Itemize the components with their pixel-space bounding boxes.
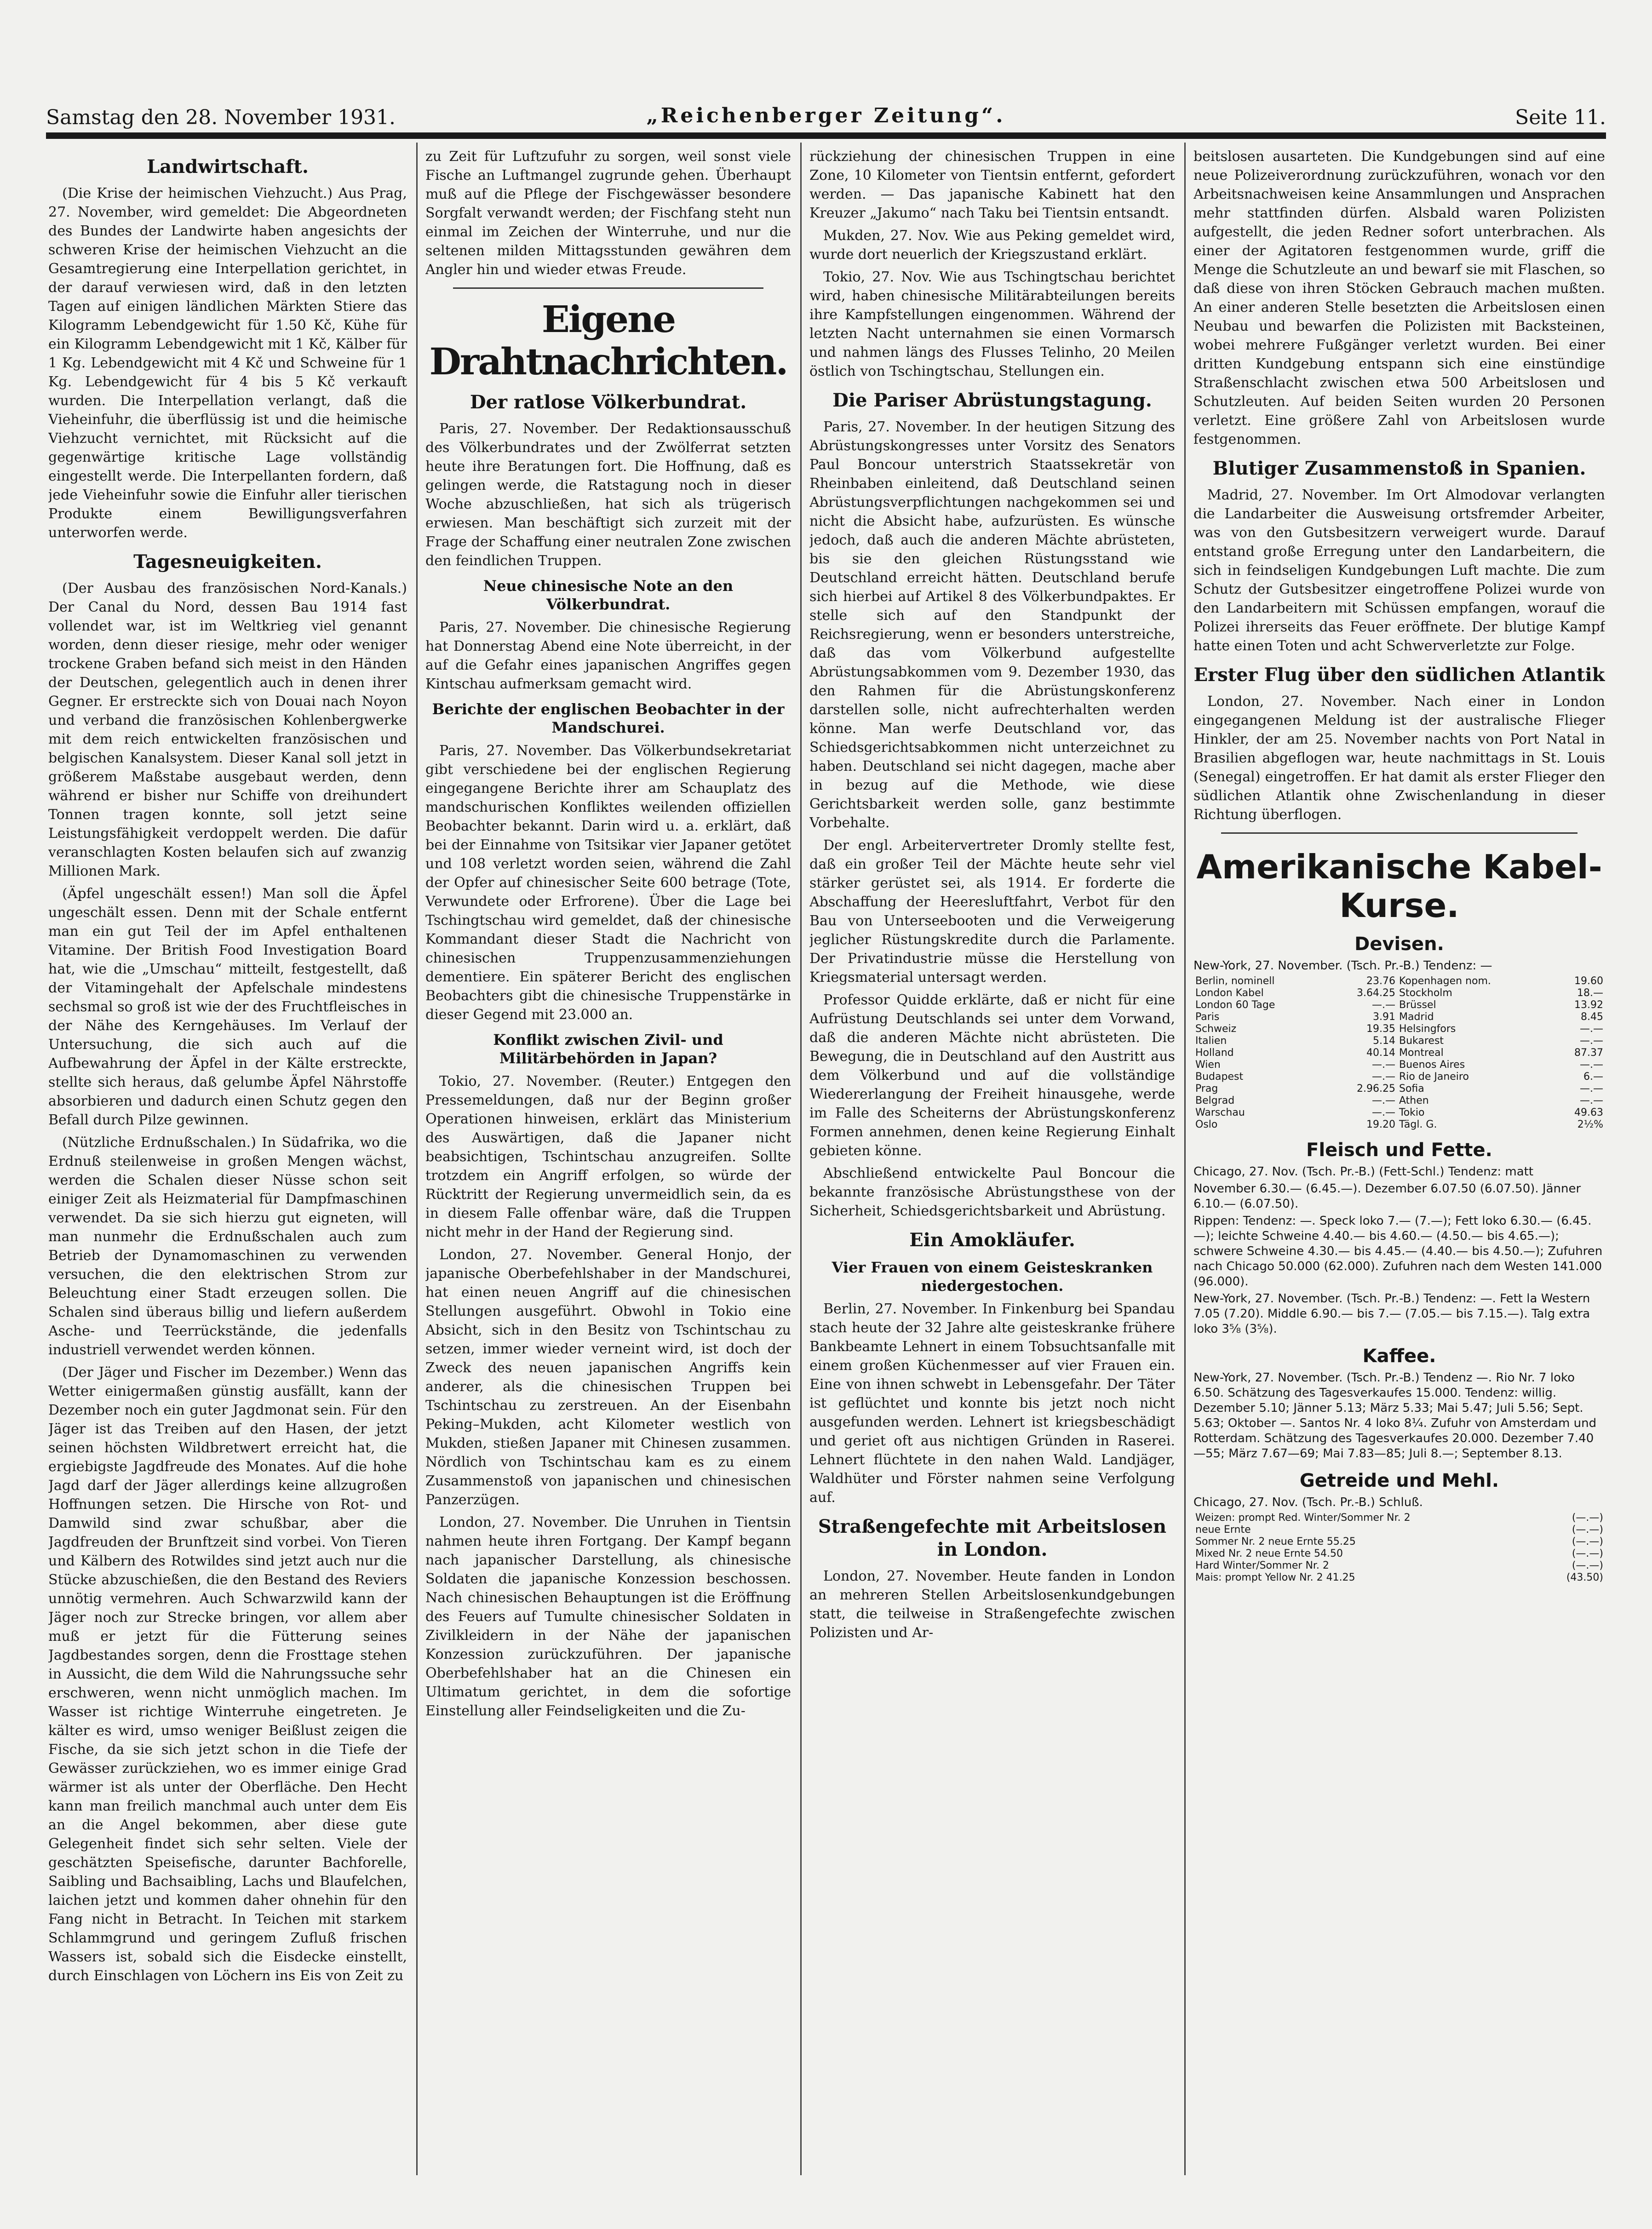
market-line: November 6.30.— (6.45.—). Dezember 6.07.50 (6.07.50). Jänner 6.10.— (6.07.50). [1193, 1182, 1581, 1211]
quote-cell: 6.— [1583, 1071, 1603, 1083]
newspaper-name: „Reichenberger Zeitung“. [646, 104, 1006, 127]
quote-cell: Tägl. G. [1399, 1119, 1437, 1130]
quote-cell: (—.—) [1572, 1536, 1603, 1547]
market-line: New-York, 27. November. (Tsch. Pr.-B.) Tendenz —. Rio Nr. 7 loko 6.50. Schätzung des Tagesverkaufes 15.000. Tendenz: willig. Dezember 5.10; Jänner 5.13; März 5.33; Mai 5.47; Juli 5.56; Sept. 5.63; Oktober —. Santos Nr. 4 loko 8¼. Zufuhr von Amsterdam und Rotterdam. Schätzung des Tagesverkaufes 20.000. Dezember 7.40—55; März 7.67—69; Mai 7.83—85; Juli 8.—; September 8.13. [1193, 1371, 1597, 1461]
quote-cell: Helsingfors [1399, 1023, 1456, 1035]
banner-drahtnachrichten: Eigene Drahtnachrichten. [429, 298, 787, 383]
quote-cell: 87.37 [1574, 1047, 1603, 1059]
quote-cell: 49.63 [1574, 1107, 1603, 1118]
headline-voelkerbundrat: Der ratlose Völkerbundrat. [470, 391, 747, 413]
fleisch-block [1193, 1164, 1605, 1337]
quote-row [1193, 1548, 1605, 1560]
quote-cell: 40.14 [1366, 1047, 1395, 1059]
market-line: New-York, 27. November. (Tsch. Pr.-B.) Tendenz: —. Fett la Western 7.05 (7.20). Middle 6.90.— bis 7.— (7.05.— bis 7.15.—). Talg extra loko 3⅝ (3⅝). [1193, 1292, 1590, 1336]
article-paragraph: Tokio, 27. November. (Reuter.) Entgegen den Pressemeldungen, daß nur der Beginn großer Operationen hinweisen, erklärt das Ministerium des Auswärtigen, daß die Japaner nicht beabsichtigen, Tschintschau anzugreifen. Sollte trotzdem ein Angriff erfolgen, so würde der Rücktritt der Regierung unvermeidlich sein, da es in diesem Falle offenbar wäre, daß die Truppen nicht mehr in der Hand der Regierung sind. [425, 1073, 791, 1240]
quote-cell: Mixed Nr. 2 neue Ernte 54.50 [1195, 1548, 1343, 1559]
quote-cell: 3.64.25 [1357, 987, 1395, 999]
market-line: Chicago, 27. Nov. (Tsch. Pr.-B.) (Fett-Schl.) Tendenz: matt [1193, 1165, 1534, 1179]
article-paragraph: beitslosen ausarteten. Die Kundgebungen sind auf eine neue Polizeiverordnung zurückzuführen, wonach vor den Arbeitsnachweisen keine Ansammlungen und Ansprachen mehr stattfinden dürfen. Alsbald waren Polizisten aufgestellt, die jeden Redner sofort unterbrachen. Als einer der Agitatoren festgenommen wurde, griff die Menge die Schutzleute an und bewarf sie mit Flaschen, so daß diese von ihren Stöcken Gebrauch machen mußten. An einer anderen Stelle besetzten die Arbeitslosen einen Neubau und bewarfen die Polizisten mit Backsteinen, wobei mehrere Fußgänger verletzt wurden. Bei einer dritten Kundgebung entspann sich eine einstündige Straßenschlacht zwischen etwa 500 Arbeitslosen und Schutzleuten. Auf beiden Seiten wurden 20 Personen verletzt. Eine größere Zahl von Arbeitslosen wurde festgenommen. [1193, 149, 1605, 447]
quote-row [1193, 1107, 1605, 1119]
quote-row [1193, 1035, 1605, 1047]
getreide-header: Chicago, 27. Nov. (Tsch. Pr.-B.) Schluß. [1193, 1496, 1423, 1509]
column-1 [48, 147, 407, 2171]
quote-row [1193, 1095, 1605, 1107]
quote-cell: Paris [1195, 1011, 1220, 1023]
quote-cell: (—.—) [1572, 1524, 1603, 1536]
quote-cell: —.— [1372, 1107, 1395, 1118]
quote-cell: Italien [1195, 1035, 1227, 1047]
quote-cell: Buenos Aires [1399, 1059, 1465, 1071]
quote-cell: 3.91 [1373, 1011, 1395, 1023]
section-title-tagesneuigkeiten: Tagesneuigkeiten. [133, 551, 322, 573]
quote-cell: 13.92 [1574, 999, 1603, 1011]
headline-strassengefechte: Straßengefechte mit Arbeitslosen in London. [818, 1516, 1167, 1560]
article-paragraph: Madrid, 27. November. Im Ort Almodovar verlangten die Landarbeiter die Ausweisung ortsfremder Arbeiter, was von den Gutsbesitzern verweigert wurde. Darauf entstand große Erregung unter den Landarbeitern, die sich in feindseligen Kundgebungen Luft machte. Die zum Schutz der Gutsbesitzer eingetroffene Polizei wurde von den Landarbeitern mit Schüssen empfangen, worauf die Polizei ihrerseits das Feuer eröffnete. Der blutige Kampf hatte einen Toten und acht Schwerverletzte zur Folge. [1193, 487, 1605, 654]
devisen-header: New-York, 27. November. (Tsch. Pr.-B.) Tendenz: — [1193, 959, 1492, 973]
article-paragraph: Berlin, 27. November. In Finkenburg bei Spandau stach heute der 32 Jahre alte geisteskranke frühere Bankbeamte Lehnert in einem Tobsuchtsanfalle mit einem großen Küchenmesser auf vier Frauen ein. Eine von ihnen schwebt in Lebensgefahr. Der Täter ist geflüchtet und konnte bis jetzt noch nicht ausgefunden werden. Lehnert ist kriegsbeschädigt und geriet oft aus nichtigen Gründen in Raserei. Lehnert flüchtete in den nahen Wald. Landjäger, Waldhüter und Förster nahmen seine Verfolgung auf. [809, 1301, 1175, 1506]
kaffee-block [1193, 1370, 1605, 1461]
quote-cell: —.— [1580, 1059, 1603, 1071]
quote-cell: (—.—) [1572, 1548, 1603, 1559]
quote-row [1193, 1572, 1605, 1584]
headline-kabelkurse: Amerikanische Kabel-Kurse. [1196, 848, 1602, 925]
article-paragraph: London, 27. November. Die Unruhen in Tientsin nahmen heute ihren Fortgang. Der Kampf begann nach japanischer Darstellung, als chinesische Soldaten die japanische Konzession beschossen. Nach chinesischen Behauptungen ist die Eröffnung des Feuers auf Tumulte chinesischer Soldaten in Zivilkleidern in der Nähe der japanischen Konzession zurückzuführen. Der japanische Oberbefehlshaber hat an die Chinesen ein Ultimatum gerichtet, in dem die sofortige Einstellung aller Feindseligkeiten und die Zu- [425, 1514, 791, 1719]
article-paragraph: Mukden, 27. Nov. Wie aus Peking gemeldet wird, wurde dort neuerlich der Kriegszustand erklärt. [809, 228, 1175, 263]
quote-cell: London Kabel [1195, 987, 1264, 999]
quote-row [1193, 1524, 1605, 1536]
quote-row [1193, 1047, 1605, 1059]
quote-cell: —.— [1580, 1095, 1603, 1106]
quote-cell: 19.35 [1366, 1023, 1395, 1035]
article-paragraph: (Die Krise der heimischen Viehzucht.) Aus Prag, 27. November, wird gemeldet: Die Abgeordneten des Bundes der Landwirte haben angesichts der schweren Krise der heimischen Viehzucht an die Gesamtregierung eine Interpellation gerichtet, in der darauf verwiesen wird, daß in den letzten Tagen auf einigen ländlichen Märkten Stiere das Kilogramm Lebendgewicht für 1.50 Kč, Kühe für ein Kilogramm Lebendgewicht mit 1 Kč, Kälber für 1 Kg. Lebendgewicht mit 4 Kč und Schweine für 1 Kg. Lebendgewicht für 4 bis 5 Kč verkauft wurden. Die Interpellation verlangt, daß die Vieheinfuhr, die überflüssig ist und die heimische Viehzucht vernichtet, mit Rücksicht auf die gegenwärtige kritische Lage vollständig eingestellt werde. Die Interpellanten fordern, daß jede Vieheinfuhr sowie die Einfuhr aller tierischen Produkte einem Bewilligungsverfahren unterworfen werde. [48, 185, 407, 541]
article-paragraph: Abschließend entwickelte Paul Boncour die bekannte französische Abrüstungsthese von der Sicherheit, Schiedsgerichtsbarkeit und Abrüstung. [809, 1165, 1175, 1219]
headline-atlantikflug: Erster Flug über den südlichen Atlantik [1193, 664, 1605, 686]
quote-cell: Wien [1195, 1059, 1221, 1071]
quote-cell: Hard Winter/Sommer Nr. 2 [1195, 1560, 1329, 1571]
article-paragraph: (Der Jäger und Fischer im Dezember.) Wenn das Wetter einigermaßen günstig ausfällt, kann der Dezember noch ein guter Jagdmonat sein. Für den Jäger ist das Treiben auf den Hasen, der jetzt seinen höchsten Wildbretwert erreicht hat, die ergiebigste Jagdfreude des Monates. Auf die hohe Jagd darf der Jäger allerdings keine allzugroßen Hoffnungen setzen. Die Hirsche von Rot- und Damwild sind zwar schußbar, aber die Jagdfreuden der Brunftzeit sind vorbei. Von Tieren und Kälbern des Rotwildes sind jetzt auch nur die Stücke abzuschießen, die den Bestand des Reviers unnötig vermehren. Auch Schwarzwild kann der Jäger noch zur Strecke bringen, vor allem aber muß er jetzt für die Fütterung seines Jagdbestandes sorgen, denn die Frosttage stehen in Aussicht, die dem Wild die Nahrungssuche sehr erschweren, wenn nicht unmöglich machen. Im Wasser ist richtige Winterruhe eingetreten. Je kälter es wird, umso weniger Beißlust zeigen die Fische, da sie sich jetzt schon in die Tiefe der Gewässer zurückziehen, wo es immer einige Grad wärmer ist als unter der Oberfläche. Den Hecht kann man freilich manchmal auch unter dem Eis an die Angel bekommen, aber diese gute Gelegenheit findet sich sehr selten. Viele der geschätzten Speisefische, darunter Bachforelle, Saibling und Bachsaibling, Lachs und Blaufelchen, laichen jetzt und kommen daher ohnehin für den Fang nicht in Betracht. In Teichen mit starkem Schlammgrund und geringem Zufluß frischen Wassers ist, sobald sich die Eisdecke einstellt, durch Einschlagen von Löchern ins Eis von Zeit zu [48, 1364, 407, 1984]
quote-row [1193, 1536, 1605, 1548]
quote-row [1193, 1023, 1605, 1035]
quote-cell: —.— [1580, 1023, 1603, 1035]
article-paragraph: zu Zeit für Luftzufuhr zu sorgen, weil sonst viele Fische an Luftmangel zugrunde gehen. Überhaupt muß auf die Pflege der Fischgewässer besondere Sorgfalt verwandt werden; der Fischfang steht nun einmal im Zeichen der Winterruhe, und nur die seltenen milden Mittagsstunden gewähren dem Angler hin und wieder etwas Freude. [425, 149, 791, 278]
column-3 [809, 147, 1175, 2171]
quote-cell: Stockholm [1399, 987, 1452, 999]
quote-cell: 18.— [1577, 987, 1603, 999]
page-number: Seite 11. [1515, 106, 1606, 129]
quote-cell: Budapest [1195, 1071, 1244, 1083]
column-4 [1193, 147, 1605, 2171]
quote-cell: 5.14 [1373, 1035, 1395, 1047]
headline-pariser-abruestung: Die Pariser Abrüstungstagung. [832, 390, 1152, 411]
subheadline-amoklaeufer: Vier Frauen von einem Geisteskranken niedergestochen. [832, 1259, 1153, 1295]
column-2 [425, 147, 791, 2171]
quote-cell: (43.50) [1566, 1572, 1603, 1583]
quote-cell: 19.20 [1366, 1119, 1395, 1130]
divider [1221, 832, 1577, 834]
quote-cell: 19.60 [1574, 975, 1603, 987]
section-title-landwirtschaft: Landwirtschaft. [147, 156, 309, 178]
quote-cell: Holland [1195, 1047, 1234, 1059]
quote-cell: Sofia [1399, 1083, 1424, 1094]
article-paragraph: Tokio, 27. Nov. Wie aus Tschingtschau berichtet wird, haben chinesische Militärabteilungen bereits ihre Kampfstellungen eingenommen. Während der letzten Nacht unternahmen sie einen Vormarsch und nahmen längs des Flusses Telinho, 20 Meilen östlich von Tschingtschau, Stellungen ein. [809, 269, 1175, 379]
quote-cell: Oslo [1195, 1119, 1218, 1130]
quote-cell: —.— [1580, 1083, 1603, 1094]
quote-cell: Warschau [1195, 1107, 1245, 1118]
quote-cell: 23.76 [1366, 975, 1395, 987]
headline-chinesische-note: Neue chinesische Note an den Völkerbundrat. [483, 577, 734, 613]
quote-cell: Sommer Nr. 2 neue Ernte 55.25 [1195, 1536, 1356, 1547]
quote-cell: Belgrad [1195, 1095, 1235, 1106]
quote-cell: —.— [1372, 1095, 1395, 1106]
quote-row [1193, 1059, 1605, 1071]
quote-row [1193, 999, 1605, 1011]
header-rule [46, 132, 1606, 139]
article-paragraph: Paris, 27. November. Die chinesische Regierung hat Donnerstag Abend eine Note überreicht, in der auf die Gefahr eines japanischen Angriffes gegen Kintschau aufmerksam gemacht wird. [425, 619, 791, 692]
column-divider [1184, 143, 1186, 2175]
issue-date: Samstag den 28. November 1931. [46, 106, 396, 129]
market-line: Rippen: Tendenz: —. Speck loko 7.— (7.—); Fett loko 6.30.— (6.45.—); leichte Schweine 4.40.— bis 4.60.— (4.50.— bis 4.65.—); schwere Schweine 4.30.— bis 4.45.— (4.40.— bis 4.50.—); Zufuhren nach Chicago 50.000 (62.000). Zufuhren nach dem Westen 141.000 (96.000). [1193, 1214, 1603, 1289]
quote-cell: Berlin, nominell [1195, 975, 1275, 987]
quote-cell: —.— [1580, 1035, 1603, 1047]
column-divider [416, 143, 418, 2175]
column-divider [800, 143, 802, 2175]
quote-cell: —.— [1372, 1059, 1395, 1071]
quote-cell: —.— [1372, 999, 1395, 1011]
quote-cell: Brüssel [1399, 999, 1436, 1011]
quote-cell: Tokio [1399, 1107, 1425, 1118]
quote-cell: Schweiz [1195, 1023, 1237, 1035]
quote-row [1193, 1071, 1605, 1083]
article-paragraph: (Äpfel ungeschält essen!) Man soll die Äpfel ungeschält essen. Denn mit der Schale entfernt man ein gut Teil der im Apfel enthaltenen Vitamine. Der British Food Investigation Board hat, wie die „Umschau“ mitteilt, festgestellt, daß der Vitamingehalt der Apfelschale mindestens sechsmal so groß ist wie der des Fruchtfleisches in der Nähe des Kerngehäuses. Im Verlauf der Untersuchung, die sich auch auf die Aufbewahrung der Äpfel in der Kälte erstreckte, stellte sich heraus, daß gelumbe Äpfel Nährstoffe absorbieren und dadurch einen Schutz gegen den Befall durch Pilze gewinnen. [48, 886, 407, 1128]
article-paragraph: Professor Quidde erklärte, daß er nicht für eine Aufrüstung Deutschlands sei unter dem Vorwand, daß die anderen Mächte nicht abrüsteten. Die Bewegung, die in Deutschland auf den Austritt aus dem Völkerbund und auf die vollständige Wiedererlangung der Freiheit hinausgehe, werde im Falle des Scheiterns der Abrüstungskonferenz Formen annehmen, denen keine Regierung Einhalt gebieten könne. [809, 992, 1175, 1159]
headline-konflikt: Konflikt zwischen Zivil- und Militärbehörden in Japan? [493, 1031, 723, 1067]
article-paragraph: Paris, 27. November. In der heutigen Sitzung des Abrüstungskongresses unter Vorsitz des Senators Paul Boncour unterstrich Staatssekretär von Rheinbaben einleitend, daß Deutschland seinen Abrüstungsverpflichtungen nachgekommen sei und nicht die Absicht habe, aufzurüsten. Es wünsche jedoch, daß auch die anderen Mächte abrüsteten, bis sie den gleichen Rüstungsstand wie Deutschland erreicht hätten. Deutschland berufe sich hierbei auf Artikel 8 des Völkerbundpaktes. Er stelle sich auf den Standpunkt der Reichsregierung, wenn er besonders unterstreiche, daß das vom Völkerbund aufgestellte Abrüstungsabkommen vom 9. Dezember 1930, das den Rahmen für die Abrüstungskonferenz darstellen solle, nicht aufrechterhalten werden könne. Man werfe Deutschland vor, das Schiedsgerichtsabkommen nicht unterzeichnet zu haben. Deutschland sei nicht dagegen, mache aber in bezug auf die Methode, wie diese Gerichtsbarkeit werden solle, ganz bestimmte Vorbehalte. [809, 419, 1175, 831]
article-paragraph: Der engl. Arbeitervertreter Dromly stellte fest, daß ein großer Teil der Mächte heute sehr viel stärker gerüstet sei, als 1914. Er forderte die Abschaffung der Heeresluftfahrt, Verbot für den Bau von Unterseebooten und die Verweigerung jeglicher Rüstungskredite durch die Parlamente. Der Privatindustrie müsse die Herstellung von Kriegsmaterial untersagt werden. [809, 837, 1175, 986]
article-paragraph: Paris, 27. November. Das Völkerbundsekretariat gibt verschiedene bei der englischen Regierung eingegangene Berichte ihrer am Schauplatz des mandschurischen Konfliktes weilenden offiziellen Beobachter bekannt. Darin wird u. a. erklärt, daß bei der Einnahme von Tsitsikar vier Japaner getötet und 108 verletzt worden seien, während die Zahl der Opfer auf chinesischer Seite 600 betrage (Tote, Verwundete oder Erfrorene). Über die Lage bei Tschingtschau wird gemeldet, daß der chinesische Kommandant dieser Stadt die Nachricht von chinesischen Truppenzusammenziehungen dementiere. Ein späterer Bericht des englischen Beobachters gibt die chinesische Truppenstärke in dieser Gegend mit 23.000 an. [425, 743, 791, 1023]
quote-cell: Montreal [1399, 1047, 1444, 1059]
quote-row [1193, 1011, 1605, 1023]
headline-getreide: Getreide und Mehl. [1299, 1470, 1499, 1491]
quote-row [1193, 975, 1605, 987]
article-paragraph: London, 27. November. General Honjo, der japanische Oberbefehlshaber in der Mandschurei, hat einen neuen Angriff auf die chinesischen Stellungen ausgeführt. Obwohl in Tokio eine Absicht, sich in den Besitz von Tschintschau zu setzen, immer wieder verneint wird, ist doch der Zweck des neuen japanischen Angriffs kein anderer, als die chinesischen Truppen bei Tschintschau zu zerstreuen. An der Eisenbahn Peking–Mukden, acht Kilometer westlich von Mukden, stießen Japaner mit Chinesen zusammen. Nördlich von Tschintschau kam es zu einem Zusammenstoß von japanischen und chinesischen Panzerzügen. [425, 1247, 791, 1508]
quote-row [1193, 1512, 1605, 1524]
devisen-table [1193, 975, 1605, 1131]
quote-row [1193, 1083, 1605, 1095]
article-paragraph: (Der Ausbau des französischen Nord-Kanals.) Der Canal du Nord, dessen Bau 1914 fast vollendet war, ist im Weltkrieg viel genannt worden, denn dieser riesige, mehr oder weniger trockene Graben befand sich meist in den Händen der Deutschen, gelegentlich auch in denen ihrer Gegner. Er erstreckte sich von Douai nach Noyon und verband die französischen Kohlenbergwerke mit dem reich entwickelten französischen und belgischen Kanalsystem. Dieser Kanal soll jetzt in größerem Maßstabe ausgebaut werden, denn während er bisher nur Schiffe von dreihundert Tonnen tragen konnte, soll jetzt seine Leistungsfähigkeit verdoppelt werden. Die dafür veranschlagten Kosten belaufen sich auf zwanzig Millionen Mark. [48, 580, 407, 879]
quote-cell: Athen [1399, 1095, 1429, 1106]
headline-amoklaeufer: Ein Amokläufer. [909, 1229, 1075, 1251]
quote-row [1193, 1119, 1605, 1131]
quote-cell: 2.96.25 [1357, 1083, 1395, 1094]
page-header [46, 97, 1606, 129]
headline-spanien: Blutiger Zusammenstoß in Spanien. [1212, 458, 1586, 479]
getreide-table [1193, 1512, 1605, 1584]
quote-cell: Mais: prompt Yellow Nr. 2 41.25 [1195, 1572, 1355, 1583]
quote-cell: —.— [1372, 1071, 1395, 1083]
quote-cell: neue Ernte [1195, 1524, 1251, 1536]
quote-cell: London 60 Tage [1195, 999, 1275, 1011]
quote-cell: Weizen: prompt Red. Winter/Sommer Nr. 2 [1195, 1512, 1411, 1524]
article-paragraph: London, 27. November. Nach einer in London eingegangenen Meldung ist der australische Flieger Hinkler, der am 25. November nachts von Port Natal in Brasilien abgeflogen war, heute nachmittags in St. Louis (Senegal) eingetroffen. Er hat damit als erster Flieger den südlichen Atlantik ohne Zwischenlandung in dieser Richtung überflogen. [1193, 693, 1605, 823]
quote-row [1193, 1560, 1605, 1572]
quote-cell: (—.—) [1572, 1560, 1603, 1571]
article-paragraph: Paris, 27. November. Der Redaktionsausschuß des Völkerbundrates und der Zwölferrat setzten heute ihre Beratungen fort. Die Hoffnung, daß es gelingen werde, die Ratstagung noch in dieser Woche abzuschließen, hat sich als trügerisch erwiesen. Man beschäftigt sich zurzeit mit der Frage der Schaffung einer neutralen Zone zwischen den feindlichen Truppen. [425, 421, 791, 569]
quote-cell: Madrid [1399, 1011, 1434, 1023]
article-paragraph: (Nützliche Erdnußschalen.) In Südafrika, wo die Erdnuß steilenweise in großen Mengen wächst, werden die Schalen dieser Nüsse schon seit einiger Zeit als Heizmaterial für Dampfmaschinen verwendet. Da sie sich hierzu gut eigneten, will man nunmehr die Erdnußschalen auch zum Betrieb der Dynamomaschinen zu verwenden versuchen, die den elektrischen Strom zur Beleuchtung einer Stadt erzeugen sollen. Die Schalen sind überaus billig und liefern außerdem Asche- und Teerrückstände, die jedenfalls industriell verwendet werden können. [48, 1135, 407, 1358]
quote-cell: 2½% [1577, 1119, 1603, 1130]
headline-kaffee: Kaffee. [1362, 1346, 1436, 1367]
headline-berichte: Berichte der englischen Beobachter in der Mandschurei. [432, 700, 785, 736]
divider [453, 287, 763, 289]
quote-cell: Prag [1195, 1083, 1218, 1094]
quote-cell: Kopenhagen nom. [1399, 975, 1491, 987]
headline-devisen: Devisen. [1354, 934, 1444, 955]
quote-cell: Rio de Janeiro [1399, 1071, 1469, 1083]
article-paragraph: London, 27. November. Heute fanden in London an mehreren Stellen Arbeitslosenkundgebungen statt, die teilweise in Straßengefechte zwischen Polizisten und Ar- [809, 1568, 1175, 1641]
quote-cell: (—.—) [1572, 1512, 1603, 1524]
quote-row [1193, 987, 1605, 999]
quote-cell: 8.45 [1581, 1011, 1603, 1023]
quote-cell: Bukarest [1399, 1035, 1444, 1047]
headline-fleisch: Fleisch und Fette. [1306, 1140, 1492, 1161]
article-paragraph: rückziehung der chinesischen Truppen in eine Zone, 10 Kilometer von Tientsin entfernt, gefordert werden. — Das japanische Kabinett hat den Kreuzer „Jakumo“ nach Taku bei Tientsin entsandt. [809, 149, 1175, 221]
